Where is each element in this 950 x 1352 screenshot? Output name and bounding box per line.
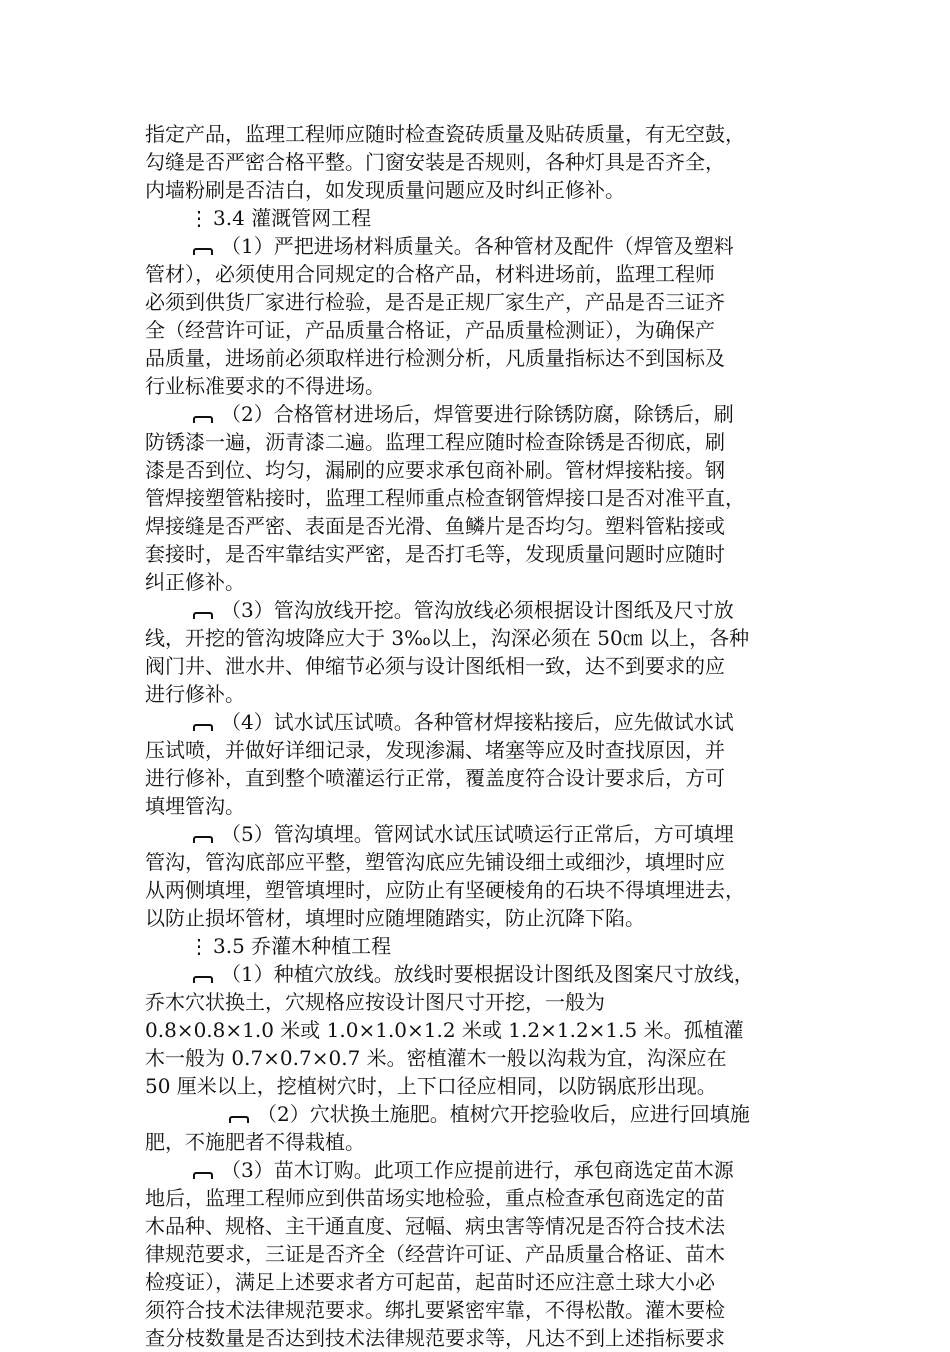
text-span: （5）管沟填埋。管网试水试压试喷运行正常后，方可填埋 [221, 822, 734, 846]
text-line: 进行修补，直到整个喷灌运行正常，覆盖度符合设计要求后，方可 [145, 766, 725, 790]
paragraph-marker-icon [193, 401, 221, 421]
paragraph-marker-icon [193, 821, 221, 841]
paragraph-marker-icon [229, 1101, 257, 1121]
paragraph-first-line [145, 960, 805, 988]
text-line: 管沟，管沟底部应平整，塑管沟底应先铺设细土或细沙，填埋时应 [145, 850, 725, 874]
text-line: 全（经营许可证，产品质量合格证，产品质量检测证），为确保产 [145, 318, 715, 342]
text-line: 查分枝数量是否达到技术法律规范要求等，凡达不到上述指标要求 [145, 1326, 725, 1350]
text-span: （2）穴状换土施肥。植树穴开挖验收后，应进行回填施 [257, 1102, 750, 1126]
text-span: （2）合格管材进场后，焊管要进行除锈防腐，除锈后，刷 [221, 402, 734, 426]
paragraph-marker-icon [193, 709, 221, 729]
text-line: 以防止损坏管材，填埋时应随埋随踏实，防止沉降下陷。 [145, 906, 645, 930]
text-line: 指定产品，监理工程师应随时检查瓷砖质量及贴砖质量，有无空鼓， [145, 122, 745, 146]
text-line: 肥，不施肥者不得栽植。 [145, 1130, 365, 1154]
text-span: （4）试水试压试喷。各种管材焊接粘接后，应先做试水试 [221, 710, 734, 734]
text-line: 木一般为 0.7×0.7×0.7 米。密植灌木一般以沟栽为宜，沟深应在 [145, 1046, 727, 1070]
text-line: 乔木穴状换土，穴规格应按设计图尺寸开挖，一般为 [145, 990, 605, 1014]
text-line: 必须到供货厂家进行检验，是否是正规厂家生产，产品是否三证齐 [145, 290, 725, 314]
paragraph-marker-icon [193, 961, 221, 981]
paragraph-marker-icon [193, 233, 221, 253]
text-line: 漆是否到位、均匀，漏刷的应要求承包商补刷。管材焊接粘接。钢 [145, 458, 725, 482]
paragraph-first-line [145, 708, 805, 736]
text-line: 地后，监理工程师应到供苗场实地检验，重点检查承包商选定的苗 [145, 1186, 725, 1210]
text-line: 阀门井、泄水井、伸缩节必须与设计图纸相一致，达不到要求的应 [145, 654, 725, 678]
text-line: 行业标准要求的不得进场。 [145, 374, 385, 398]
paragraph-first-line [145, 1100, 805, 1128]
text-line: 勾缝是否严密合格平整。门窗安装是否规则，各种灯具是否齐全， [145, 150, 725, 174]
text-line: 须符合技术法律规范要求。绑扎要紧密牢靠，不得松散。灌木要检 [145, 1298, 725, 1322]
paragraph-first-line [145, 820, 805, 848]
text-line: 管材），必须使用合同规定的合格产品，材料进场前，监理工程师 [145, 262, 715, 286]
text-line: 从两侧填埋，塑管填埋时，应防止有坚硬棱角的石块不得填埋进去， [145, 878, 745, 902]
section-title: 3.5 乔灌木种植工程 [213, 934, 392, 958]
text-span: （1）严把进场材料质量关。各种管材及配件（焊管及塑料 [221, 234, 734, 258]
text-span: （3）管沟放线开挖。管沟放线必须根据设计图纸及尺寸放 [221, 598, 734, 622]
text-line: 木品种、规格、主干通直度、冠幅、病虫害等情况是否符合技术法 [145, 1214, 725, 1238]
section-title: 3.4 灌溉管网工程 [213, 206, 372, 230]
text-line: 焊接缝是否严密、表面是否光滑、鱼鳞片是否均匀。塑料管粘接或 [145, 514, 725, 538]
text-line: 品质量，进场前必须取样进行检测分析，凡质量指标达不到国标及 [145, 346, 725, 370]
text-line: 填埋管沟。 [145, 794, 245, 818]
text-span: （3）苗木订购。此项工作应提前进行，承包商选定苗木源 [221, 1158, 734, 1182]
document-page [145, 120, 805, 1352]
text-line: 0.8×0.8×1.0 米或 1.0×1.0×1.2 米或 1.2×1.2×1.5 米。孤植灌 [145, 1018, 744, 1042]
section-heading-3-4 [145, 204, 805, 232]
paragraph-marker-icon [193, 597, 221, 617]
text-line: 防锈漆一遍，沥青漆二遍。监理工程应随时检查除锈是否彻底，刷 [145, 430, 725, 454]
section-heading-3-5 [145, 932, 805, 960]
text-span: （1）种植穴放线。放线时要根据设计图纸及图案尺寸放线， [221, 962, 754, 986]
paragraph-first-line [145, 596, 805, 624]
paragraph-first-line [145, 232, 805, 260]
text-line: 律规范要求，三证是否齐全（经营许可证、产品质量合格证、苗木 [145, 1242, 725, 1266]
text-line: 套接时，是否牢靠结实严密，是否打毛等，发现质量问题时应随时 [145, 542, 725, 566]
paragraph-marker-icon [193, 1157, 221, 1177]
text-line: 50 厘米以上，挖植树穴时，上下口径应相同，以防锅底形出现。 [145, 1074, 717, 1098]
text-line: 内墙粉刷是否洁白，如发现质量问题应及时纠正修补。 [145, 178, 625, 202]
text-line: 纠正修补。 [145, 570, 245, 594]
section-mark: ⋮ [189, 934, 209, 958]
text-line: 进行修补。 [145, 682, 245, 706]
paragraph-first-line [145, 400, 805, 428]
section-mark: ⋮ [189, 206, 209, 230]
text-line: 管焊接塑管粘接时，监理工程师重点检查钢管焊接口是否对准平直， [145, 486, 745, 510]
text-line: 线，开挖的管沟坡降应大于 3‰以上，沟深必须在 50㎝ 以上，各种 [145, 626, 750, 650]
text-line: 检疫证），满足上述要求者方可起苗，起苗时还应注意土球大小必 [145, 1270, 715, 1294]
text-line: 压试喷，并做好详细记录，发现渗漏、堵塞等应及时查找原因，并 [145, 738, 725, 762]
paragraph-first-line [145, 1156, 805, 1184]
